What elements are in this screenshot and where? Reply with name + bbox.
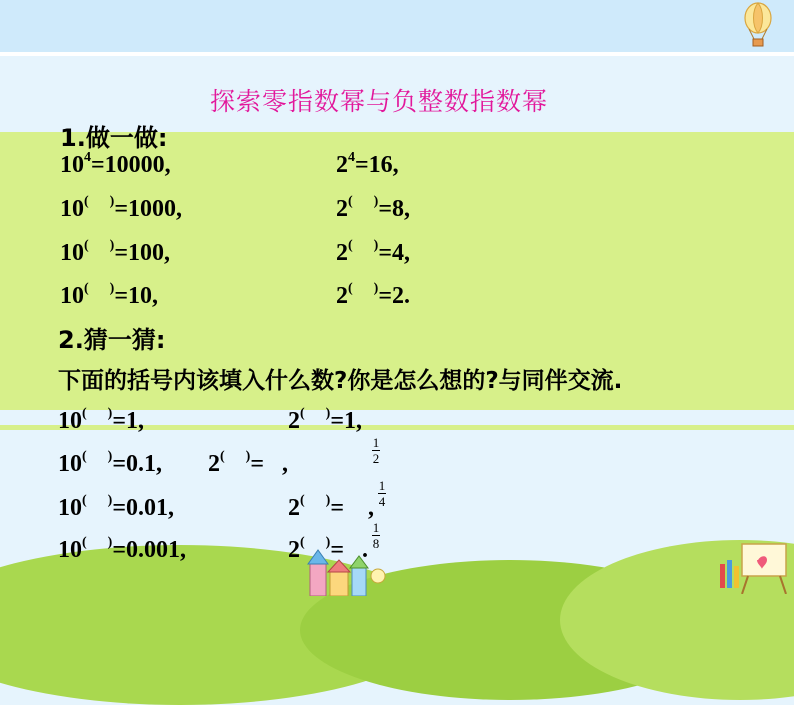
- fraction-one-eighth: 1 8: [372, 520, 380, 551]
- hot-air-balloon-icon: [740, 2, 776, 48]
- s2-row2-left: 10( )=0.1,: [58, 449, 163, 477]
- s2-row1-right: 2( )=1,: [288, 406, 363, 434]
- s2-row4-left: 10( )=0.001,: [58, 535, 187, 563]
- section2-heading: 2.猜一猜:: [58, 326, 166, 354]
- s1-row2-right: 2( )=8,: [336, 194, 411, 222]
- top-band-line: [0, 52, 794, 56]
- s1-row1-right: $2^4=16$,: [336, 150, 399, 178]
- fraction-one-half: 1 2: [372, 435, 380, 466]
- top-band: [0, 0, 794, 52]
- s2-row2-right: 2( )= ,: [208, 449, 289, 477]
- s2-row3-right: 2( )= ,: [288, 493, 375, 521]
- s1-row4-left: 10( )=10,: [60, 281, 159, 309]
- section2-question: 下面的括号内该填入什么数?你是怎么想的?与同伴交流.: [58, 368, 623, 394]
- easel-icon: [718, 540, 790, 594]
- fraction-one-quarter: 1 4: [378, 478, 386, 509]
- s1-row3-right: 2( )=4,: [336, 238, 411, 266]
- page-title: 探索零指数幂与负整数指数幂: [210, 87, 549, 116]
- s2-row3-left: 10( )=0.01,: [58, 493, 175, 521]
- s2-row1-left: 10( )=1,: [58, 406, 145, 434]
- s1-row2-left: 10( )=1000,: [60, 194, 183, 222]
- s1-row3-left: 10( )=100,: [60, 238, 171, 266]
- s1-row1-left: $10^4=10000$,: [60, 150, 171, 178]
- s2-row4-right: 2( )= .: [288, 535, 369, 563]
- s1-row4-right: 2( )=2.: [336, 281, 411, 309]
- section1-heading: 1.做一做:: [60, 124, 168, 152]
